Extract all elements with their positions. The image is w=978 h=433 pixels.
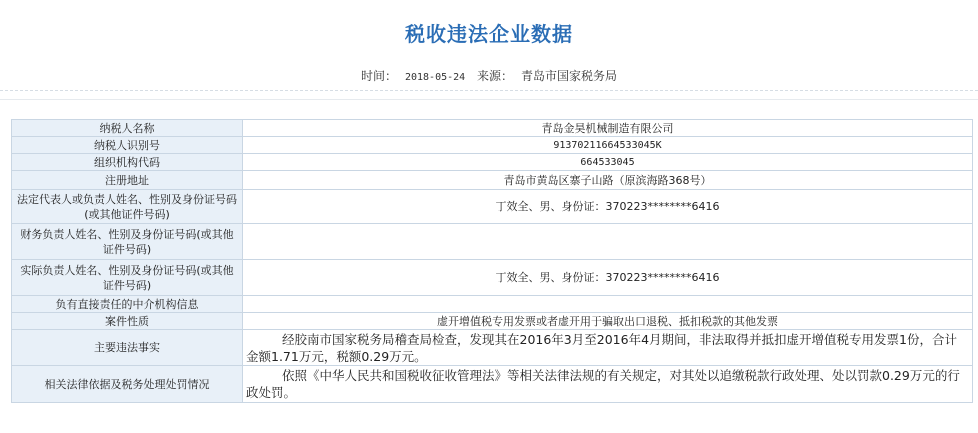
row-key-case-nature: 案件性质 <box>12 313 243 330</box>
table-row <box>12 120 973 137</box>
table-row <box>12 154 973 171</box>
source-value: 青岛市国家税务局 <box>521 69 618 83</box>
table-row <box>12 366 973 403</box>
row-value-violation-facts <box>243 330 973 366</box>
row-key-taxpayer-id: 纳税人识别号 <box>12 137 243 154</box>
row-key-org-code: 组织机构代码 <box>12 154 243 171</box>
row-value-org-code: 664533045 <box>243 154 973 171</box>
publish-info <box>0 67 978 84</box>
info-table <box>11 119 973 403</box>
row-value-case-nature: 虚开增值税专用发票或者虚开用于骗取出口退税、抵扣税款的其他发票 <box>243 313 973 330</box>
table-row <box>12 171 973 190</box>
row-value-actual-head: 丁效全、男、身份证：370223********6416 <box>243 260 973 296</box>
row-key-legal-rep: 法定代表人或负责人姓名、性别及身份证号码(或其他证件号码) <box>12 190 243 224</box>
time-value: 2018-05-24 <box>404 72 466 83</box>
row-key-actual-head: 实际负责人姓名、性别及身份证号码(或其他证件号码) <box>12 260 243 296</box>
row-value-taxpayer-id: 91370211664533045K <box>243 137 973 154</box>
table-row <box>12 190 973 224</box>
table-row <box>12 260 973 296</box>
violation-facts-text: 经胶南市国家税务局稽查局检查，发现其在2016年3月至2016年4月期间，非法取得并抵扣虚开增值税专用发票1份，合计金额1.71万元，税额0.29万元。 <box>246 331 957 364</box>
divider-dashed <box>0 90 978 91</box>
row-value-finance-head <box>243 224 973 260</box>
source-label: 来源： <box>477 69 514 83</box>
row-key-legal-basis: 相关法律依据及税务处理处罚情况 <box>12 366 243 403</box>
row-value-legal-rep: 丁效全、男、身份证：370223********6416 <box>243 190 973 224</box>
row-value-taxpayer-name: 青岛金昊机械制造有限公司 <box>243 120 973 137</box>
divider <box>0 99 978 100</box>
legal-basis-text: 依照《中华人民共和国税收征收管理法》等相关法律法规的有关规定，对其处以追缴税款行政处理、处以罚款0.29万元的行政处罚。 <box>246 368 960 400</box>
row-value-legal-basis <box>243 366 973 403</box>
row-key-taxpayer-name: 纳税人名称 <box>12 120 243 137</box>
table-row <box>12 330 973 366</box>
row-key-intermediary: 负有直接责任的中介机构信息 <box>12 296 243 313</box>
table-row <box>12 296 973 313</box>
page-title: 税收违法企业数据 <box>405 22 573 46</box>
row-key-address: 注册地址 <box>12 171 243 190</box>
table-row <box>12 313 973 330</box>
table-row <box>12 224 973 260</box>
row-value-intermediary <box>243 296 973 313</box>
table-row <box>12 137 973 154</box>
row-key-violation-facts: 主要违法事实 <box>12 330 243 366</box>
time-label: 时间： <box>360 69 397 83</box>
row-key-finance-head: 财务负责人姓名、性别及身份证号码(或其他证件号码) <box>12 224 243 260</box>
row-value-address: 青岛市黄岛区寨子山路（原滨海路368号） <box>243 171 973 190</box>
